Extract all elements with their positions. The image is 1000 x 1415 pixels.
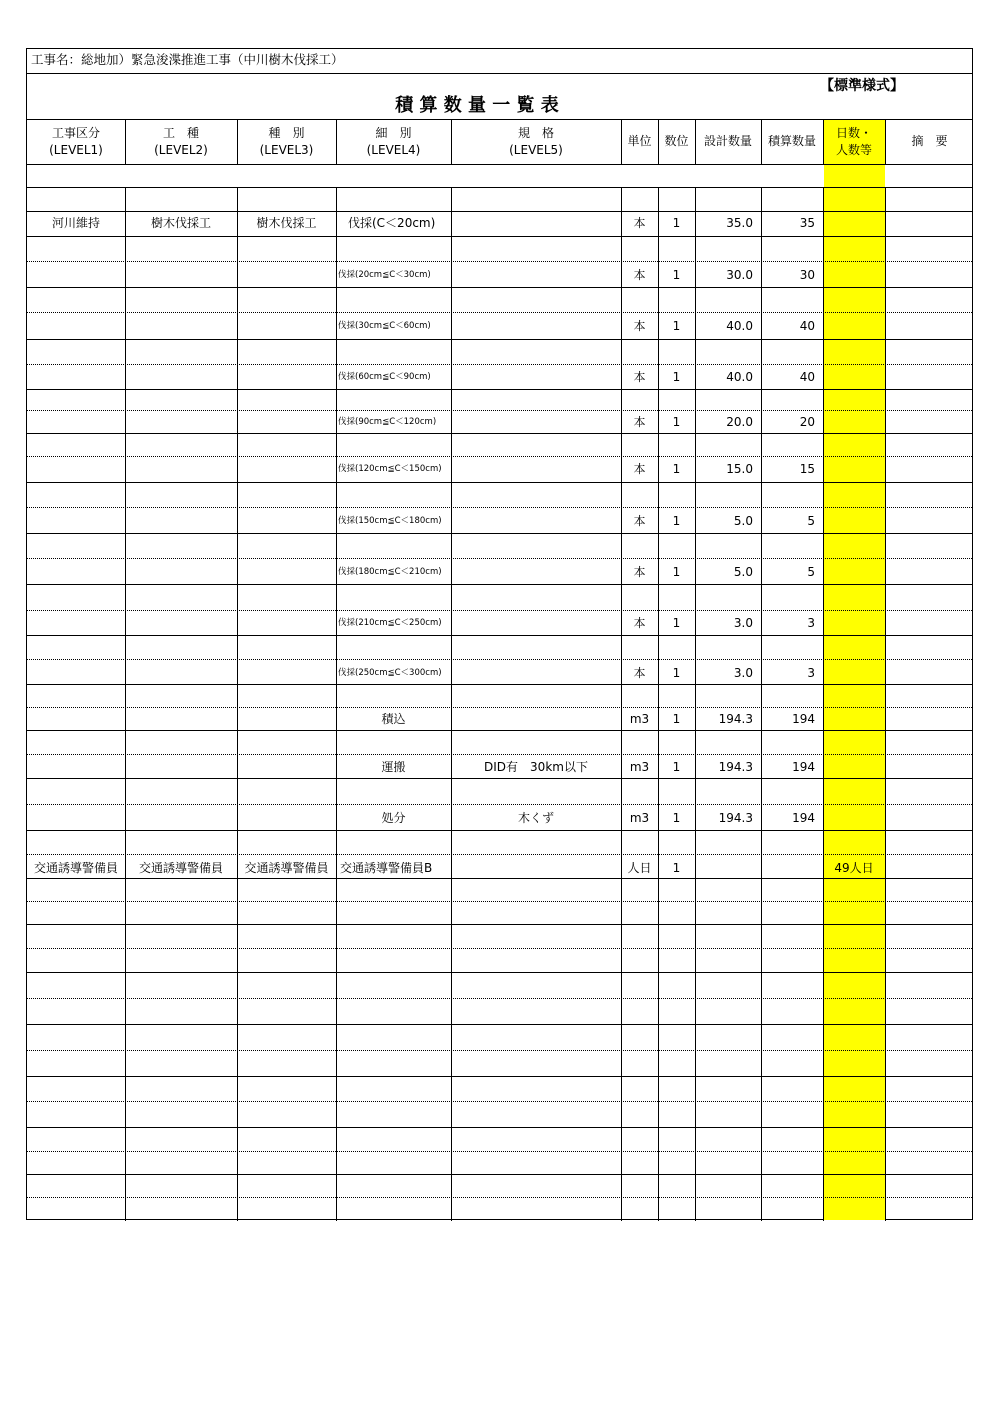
column-divider	[237, 187, 238, 1221]
header-8-line1: 積算数量	[767, 134, 816, 148]
cell-r10-calc: 194	[792, 712, 815, 726]
grid-line	[27, 73, 972, 74]
cell-r6-design: 5.0	[733, 514, 753, 528]
cell-r9-calc: 3	[807, 666, 815, 680]
cell-r6-digit: 1	[672, 514, 681, 528]
grid-line-dotted	[27, 854, 972, 855]
cell-r11-l5: DID有 30km以下	[484, 760, 588, 774]
cell-r0-l1: 河川維持	[51, 216, 100, 230]
grid-line	[27, 187, 972, 188]
grid-line	[27, 1024, 972, 1025]
cell-r1-l4: 伐採(20cm≦C＜30cm)	[338, 270, 431, 280]
cell-r10-unit: m3	[629, 712, 650, 726]
cell-r7-l4: 伐採(180cm≦C＜210cm)	[338, 567, 442, 577]
cell-r0-l2: 樹木伐採工	[150, 216, 211, 230]
column-divider	[658, 187, 659, 1221]
cell-r2-unit: 本	[633, 319, 646, 333]
cell-r0-calc: 35	[799, 216, 815, 230]
cell-r5-digit: 1	[672, 462, 681, 476]
cell-r0-l3: 樹木伐採工	[256, 216, 317, 230]
grid-line	[27, 1174, 972, 1175]
cell-r7-digit: 1	[672, 565, 681, 579]
cell-r10-digit: 1	[672, 712, 681, 726]
header-3-line1: 細 別	[375, 126, 412, 140]
cell-r5-calc: 15	[799, 462, 815, 476]
grid-line	[27, 433, 972, 434]
header-7-line1: 設計数量	[703, 134, 752, 148]
cell-r3-calc: 40	[799, 370, 815, 384]
cell-r12-calc: 194	[792, 811, 815, 825]
cell-r6-unit: 本	[633, 514, 646, 528]
grid-line	[27, 924, 972, 925]
grid-line-dotted	[27, 901, 972, 902]
cell-r1-design: 30.0	[726, 268, 753, 282]
grid-line	[27, 236, 972, 237]
cell-r11-design: 194.3	[718, 760, 753, 774]
header-1-line1: 工 種	[162, 126, 199, 140]
column-divider	[695, 187, 696, 1221]
header-4-line1: 規 格	[517, 126, 554, 140]
cell-r13-l1: 交通誘導警備員	[33, 861, 118, 875]
grid-line-dotted	[27, 456, 972, 457]
header-2-line1: 種 別	[268, 126, 305, 140]
cell-r9-digit: 1	[672, 666, 681, 680]
cell-r0-l4: 伐採(C＜20cm)	[348, 216, 436, 230]
cell-r9-l4: 伐採(250cm≦C＜300cm)	[338, 668, 442, 678]
cell-r12-digit: 1	[672, 811, 681, 825]
grid-line-dotted	[27, 948, 972, 949]
cell-r13-l4: 交通誘導警備員B	[340, 861, 433, 875]
header-4-line2: (LEVEL5)	[509, 143, 563, 157]
cell-r5-unit: 本	[633, 462, 646, 476]
grid-line-dotted	[27, 1050, 972, 1051]
cell-r10-design: 194.3	[718, 712, 753, 726]
grid-line-dotted	[27, 410, 972, 411]
cell-r10-l4: 積込	[381, 712, 406, 726]
grid-line-dotted	[27, 754, 972, 755]
header-9-line2: 人数等	[835, 143, 872, 157]
cell-r13-digit: 1	[672, 861, 681, 875]
grid-line	[27, 389, 972, 390]
grid-line	[27, 339, 972, 340]
header-9-line1: 日数・	[835, 126, 872, 140]
cell-r12-l5: 木くず	[517, 811, 554, 825]
page-title: 積 算 数 量 一 覧 表	[395, 95, 559, 116]
grid-line	[27, 211, 972, 212]
cell-r3-digit: 1	[672, 370, 681, 384]
cell-r13-days: 49人日	[834, 861, 874, 875]
grid-line	[27, 635, 972, 636]
cell-r1-digit: 1	[672, 268, 681, 282]
column-divider	[621, 187, 622, 1221]
cell-r3-design: 40.0	[726, 370, 753, 384]
cell-r9-unit: 本	[633, 666, 646, 680]
grid-line	[27, 533, 972, 534]
cell-r11-l4: 運搬	[381, 760, 406, 774]
grid-line	[27, 119, 972, 120]
grid-line	[27, 1127, 972, 1128]
cell-r6-calc: 5	[807, 514, 815, 528]
cell-r4-calc: 20	[799, 415, 815, 429]
grid-line-dotted	[27, 312, 972, 313]
days-column-highlight	[824, 120, 885, 1220]
cell-r1-unit: 本	[633, 268, 646, 282]
grid-line-dotted	[27, 364, 972, 365]
cell-r8-design: 3.0	[733, 616, 753, 630]
cell-r2-design: 40.0	[726, 319, 753, 333]
cell-r8-calc: 3	[807, 616, 815, 630]
grid-line-dotted	[27, 261, 972, 262]
cell-r7-design: 5.0	[733, 565, 753, 579]
standard-format-label: 【標準様式】	[820, 78, 904, 94]
cell-r4-digit: 1	[672, 415, 681, 429]
cell-r3-unit: 本	[633, 370, 646, 384]
estimate-sheet	[26, 48, 973, 1220]
grid-line	[27, 878, 972, 879]
cell-r5-l4: 伐採(120cm≦C＜150cm)	[338, 464, 442, 474]
column-divider	[451, 187, 452, 1221]
grid-line-dotted	[27, 659, 972, 660]
grid-line-dotted	[27, 998, 972, 999]
cell-r2-calc: 40	[799, 319, 815, 333]
cell-r13-l2: 交通誘導警備員	[138, 861, 223, 875]
header-0-line2: (LEVEL1)	[49, 143, 103, 157]
cell-r8-l4: 伐採(210cm≦C＜250cm)	[338, 618, 442, 628]
grid-line-dotted	[27, 804, 972, 805]
grid-line	[27, 287, 972, 288]
grid-line	[27, 778, 972, 779]
cell-r9-design: 3.0	[733, 666, 753, 680]
grid-line-dotted	[27, 707, 972, 708]
cell-r5-design: 15.0	[726, 462, 753, 476]
grid-line	[27, 830, 972, 831]
column-divider	[336, 187, 337, 1221]
header-2-line2: (LEVEL3)	[259, 143, 314, 157]
grid-line	[27, 684, 972, 685]
header-3-line2: (LEVEL4)	[366, 143, 421, 157]
grid-line	[27, 482, 972, 483]
cell-r11-digit: 1	[672, 760, 681, 774]
cell-r11-unit: m3	[629, 760, 650, 774]
cell-r8-unit: 本	[633, 616, 646, 630]
cell-r3-l4: 伐採(60cm≦C＜90cm)	[338, 372, 431, 382]
column-divider	[823, 187, 824, 1221]
cell-r4-unit: 本	[633, 415, 646, 429]
cell-r2-l4: 伐採(30cm≦C＜60cm)	[338, 321, 431, 331]
cell-r0-design: 35.0	[726, 216, 753, 230]
grid-line	[27, 164, 972, 165]
cell-r4-l4: 伐採(90cm≦C＜120cm)	[338, 417, 437, 427]
column-divider	[125, 187, 126, 1221]
column-divider	[761, 187, 762, 1221]
project-name: 工事名：総地加）緊急浚渫推進工事（中川樹木伐採工）	[31, 52, 344, 67]
header-6-line1: 数位	[664, 134, 689, 148]
header-10-line1: 摘 要	[911, 134, 948, 148]
cell-r12-l4: 処分	[381, 811, 406, 825]
grid-line-dotted	[27, 1151, 972, 1152]
cell-r12-design: 194.3	[718, 811, 753, 825]
cell-r4-design: 20.0	[726, 415, 753, 429]
grid-line-dotted	[27, 1197, 972, 1198]
header-1-line2: (LEVEL2)	[154, 143, 208, 157]
cell-r13-l3: 交通誘導警備員	[244, 861, 329, 875]
grid-line-dotted	[27, 610, 972, 611]
cell-r6-l4: 伐採(150cm≦C＜180cm)	[338, 516, 442, 526]
header-5-line1: 単位	[627, 134, 652, 148]
cell-r2-digit: 1	[672, 319, 681, 333]
cell-r8-digit: 1	[672, 616, 681, 630]
column-divider	[885, 187, 886, 1221]
grid-line	[27, 1076, 972, 1077]
grid-line	[27, 730, 972, 731]
cell-r0-unit: 本	[633, 216, 646, 230]
cell-r0-digit: 1	[672, 216, 681, 230]
cell-r11-calc: 194	[792, 760, 815, 774]
grid-line	[27, 972, 972, 973]
grid-line-dotted	[27, 507, 972, 508]
cell-r13-unit: 人日	[627, 861, 652, 875]
cell-r1-calc: 30	[799, 268, 815, 282]
grid-line-dotted	[27, 1101, 972, 1102]
header-0-line1: 工事区分	[51, 126, 100, 140]
cell-r7-calc: 5	[807, 565, 815, 579]
cell-r12-unit: m3	[629, 811, 650, 825]
grid-line-dotted	[27, 558, 972, 559]
grid-line	[27, 584, 972, 585]
cell-r7-unit: 本	[633, 565, 646, 579]
